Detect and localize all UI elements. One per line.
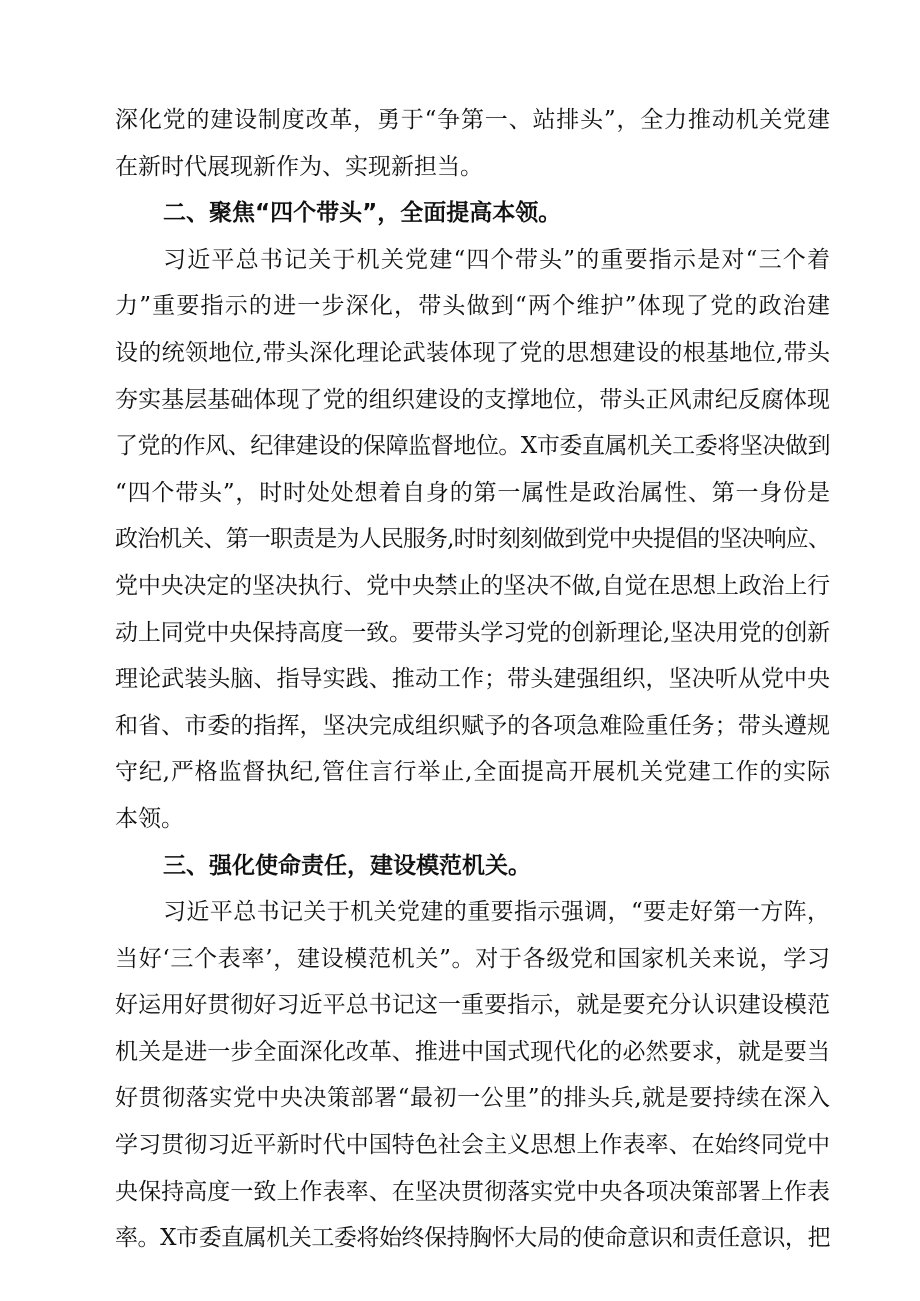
text-line: 机关是进一步全面深化改革、推进中国式现代化的必然要求，就是要当	[115, 1038, 830, 1065]
text-line: 夯实基层基础体现了党的组织建设的支撑地位，带头正风肃纪反腐体现	[115, 386, 830, 413]
text-line: 深化党的建设制度改革，勇于“争第一、站排头”，全力推动机关党建	[115, 107, 830, 133]
text-line: 力”重要指示的进一步深化，带头做到“两个维护”体现了党的政治建	[115, 293, 830, 320]
section-heading: 三、强化使命责任，建设模范机关。	[163, 852, 531, 879]
document-body	[115, 97, 830, 1262]
text-line: 当好‘三个表率’，建设模范机关”。对于各级党和国家机关来说，学习	[115, 945, 830, 972]
text-line: 习近平总书记关于机关党建的重要指示强调，“要走好第一方阵，	[163, 899, 830, 926]
text-line: 了党的作风、纪律建设的保障监督地位。X市委直属机关工委将坚决做到	[115, 433, 830, 460]
text-line: “四个带头”，时时处处想着自身的第一属性是政治属性、第一身份是	[115, 479, 830, 506]
text-line: 在新时代展现新作为、实现新担当。	[115, 153, 483, 180]
text-line: 守纪,严格监督执纪,管住言行举止,全面提高开展机关党建工作的实际	[115, 759, 830, 786]
text-line: 设的统领地位,带头深化理论武装体现了党的思想建设的根基地位,带头	[115, 339, 830, 366]
text-line: 动上同党中央保持高度一致。要带头学习党的创新理论,坚决用党的创新	[115, 619, 830, 646]
text-line: 率。X市委直属机关工委将始终保持胸怀大局的使命意识和责任意识，把	[115, 1225, 830, 1252]
text-line: 理论武装头脑、指导实践、推动工作；带头建强组织，坚决听从党中央	[115, 666, 830, 693]
text-line: 好贯彻落实党中央决策部署“最初一公里”的排头兵,就是要持续在深入	[115, 1085, 830, 1112]
text-line: 党中央决定的坚决执行、党中央禁止的坚决不做,自觉在思想上政治上行	[115, 572, 830, 599]
text-line: 习近平总书记关于机关党建“四个带头”的重要指示是对“三个着	[163, 246, 830, 273]
text-line: 和省、市委的指挥，坚决完成组织赋予的各项急难险重任务；带头遵规	[115, 712, 830, 739]
text-line: 本领。	[115, 805, 184, 832]
section-heading: 二、聚焦“四个带头”，全面提高本领。	[163, 200, 562, 227]
text-line: 政治机关、第一职责是为人民服务,时时刻刻做到党中央提倡的坚决响应、	[115, 526, 830, 553]
text-line: 央保持高度一致上作表率、在坚决贯彻落实党中央各项决策部署上作表	[115, 1178, 830, 1205]
text-line: 学习贯彻习近平新时代中国特色社会主义思想上作表率、在始终同党中	[115, 1132, 830, 1159]
text-line: 好运用好贯彻好习近平总书记这一重要指示，就是要充分认识建设模范	[115, 992, 830, 1019]
